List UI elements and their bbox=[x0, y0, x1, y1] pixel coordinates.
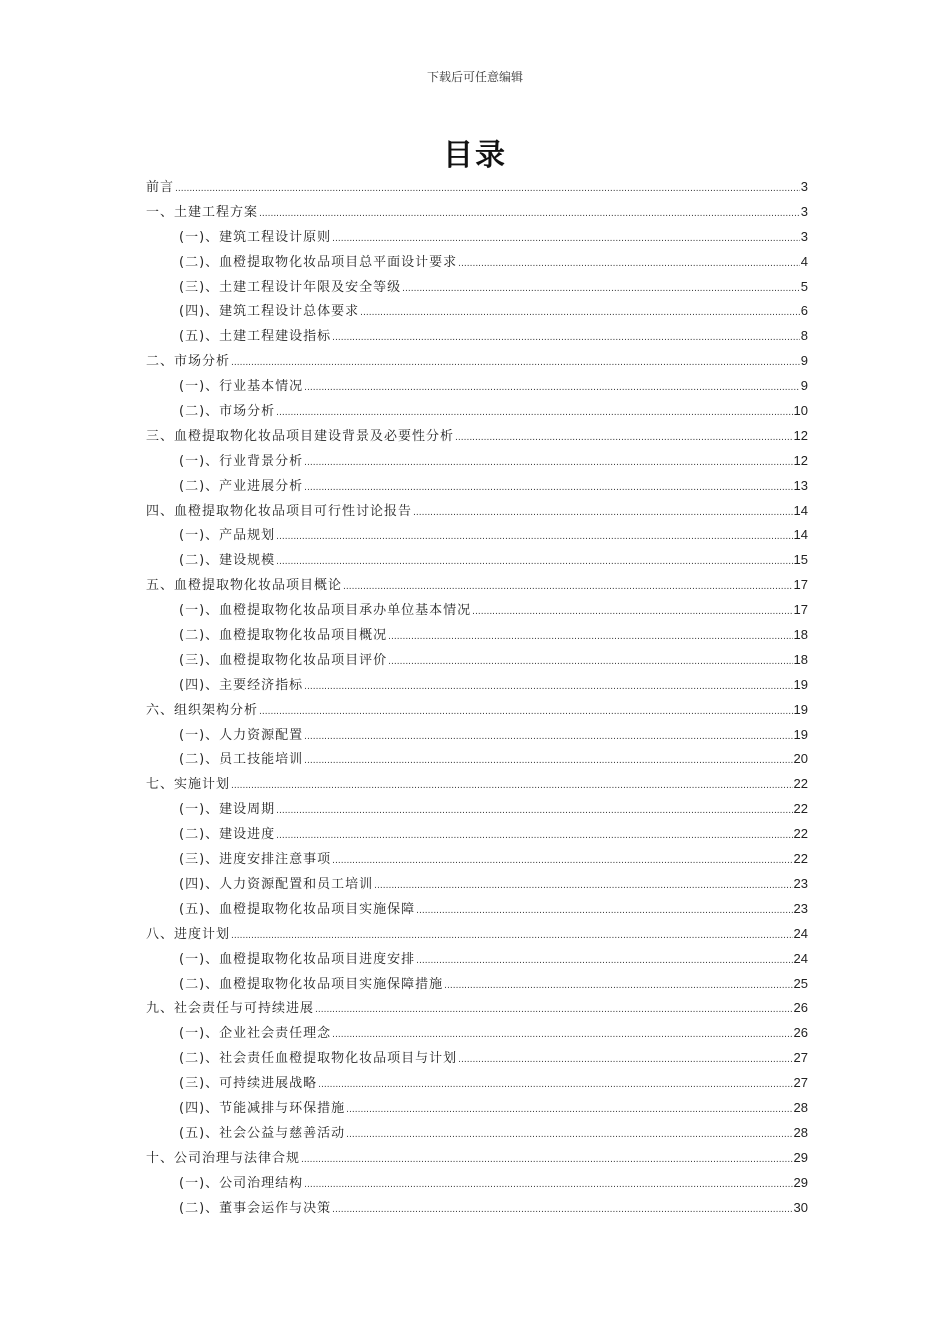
toc-entry[interactable] bbox=[146, 798, 808, 823]
page-title: 目录 bbox=[443, 138, 507, 173]
toc-entry-label: (四)、节能减排与环保措施 bbox=[179, 1100, 346, 1116]
toc-entry-label: (二)、建设规模 bbox=[179, 553, 276, 569]
toc-entry[interactable] bbox=[146, 400, 808, 425]
toc-dot-leader bbox=[332, 1030, 792, 1040]
toc-dot-leader bbox=[315, 1005, 793, 1015]
toc-entry-label: (二)、员工技能培训 bbox=[179, 752, 304, 768]
toc-entry[interactable] bbox=[146, 823, 808, 848]
toc-entry[interactable] bbox=[146, 276, 808, 301]
toc-entry-page: 24 bbox=[793, 950, 808, 966]
toc-entry-page: 22 bbox=[793, 776, 808, 792]
toc-entry-label: (五)、社会公益与慈善活动 bbox=[179, 1125, 346, 1141]
toc-entry[interactable] bbox=[146, 176, 808, 201]
toc-entry-page: 15 bbox=[793, 552, 808, 568]
toc-entry[interactable] bbox=[146, 1197, 808, 1222]
toc-entry-page: 22 bbox=[793, 801, 808, 817]
toc-entry-label: (一)、建设周期 bbox=[179, 802, 276, 818]
toc-dot-leader bbox=[343, 582, 793, 592]
toc-dot-leader bbox=[304, 732, 792, 742]
toc-entry-label: (三)、进度安排注意事项 bbox=[179, 852, 332, 868]
toc-entry-page: 8 bbox=[800, 328, 808, 344]
toc-entry-page: 28 bbox=[793, 1099, 808, 1115]
toc-entry-label: (一)、血橙提取物化妆品项目承办单位基本情况 bbox=[179, 603, 472, 619]
toc-dot-leader bbox=[276, 408, 792, 418]
toc-entry-label: 七、实施计划 bbox=[146, 777, 231, 793]
toc-entry[interactable] bbox=[146, 1147, 808, 1172]
toc-dot-leader bbox=[259, 707, 793, 717]
toc-entry-page: 29 bbox=[793, 1174, 808, 1190]
toc-entry-label: 前言 bbox=[146, 180, 175, 195]
toc-entry-page: 27 bbox=[793, 1050, 808, 1066]
toc-dot-leader bbox=[402, 284, 800, 294]
toc-entry-label: (一)、血橙提取物化妆品项目进度安排 bbox=[179, 951, 416, 967]
toc-entry[interactable] bbox=[146, 923, 808, 948]
toc-entry-page: 25 bbox=[793, 975, 808, 991]
toc-entry-label: (四)、建筑工程设计总体要求 bbox=[179, 304, 360, 320]
toc-entry-page: 23 bbox=[793, 900, 808, 916]
toc-dot-leader bbox=[346, 1105, 792, 1115]
toc-entry-page: 5 bbox=[800, 278, 808, 294]
toc-dot-leader bbox=[304, 1180, 792, 1190]
toc-entry[interactable] bbox=[146, 300, 808, 325]
toc-dot-leader bbox=[301, 1155, 793, 1165]
toc-entry[interactable] bbox=[146, 375, 808, 400]
toc-entry-page: 18 bbox=[793, 627, 808, 643]
toc-entry-page: 17 bbox=[793, 602, 808, 618]
toc-dot-leader bbox=[472, 607, 792, 617]
toc-dot-leader bbox=[332, 1205, 792, 1215]
toc-entry-page: 19 bbox=[793, 726, 808, 742]
toc-entry-page: 14 bbox=[793, 502, 808, 518]
toc-dot-leader bbox=[332, 234, 800, 244]
toc-entry[interactable] bbox=[146, 724, 808, 749]
toc-dot-leader bbox=[231, 931, 793, 941]
toc-entry-label: 二、市场分析 bbox=[146, 354, 231, 370]
toc-dot-leader bbox=[276, 532, 792, 542]
toc-dot-leader bbox=[259, 209, 800, 219]
toc-entry-page: 3 bbox=[800, 228, 808, 244]
toc-entry-label: 四、血橙提取物化妆品项目可行性讨论报告 bbox=[146, 503, 413, 519]
toc-entry-label: (二)、市场分析 bbox=[179, 404, 276, 420]
toc-entry-page: 12 bbox=[793, 452, 808, 468]
toc-entry-page: 24 bbox=[793, 925, 808, 941]
toc-entry-label: (三)、土建工程设计年限及安全等级 bbox=[179, 279, 402, 295]
toc-entry[interactable] bbox=[146, 475, 808, 500]
toc-entry-label: (二)、建设进度 bbox=[179, 827, 276, 843]
toc-dot-leader bbox=[458, 259, 800, 269]
toc-dot-leader bbox=[388, 632, 792, 642]
toc-entry[interactable] bbox=[146, 1047, 808, 1072]
toc-entry-label: 十、公司治理与法律合规 bbox=[146, 1150, 301, 1166]
toc-entry[interactable] bbox=[146, 450, 808, 475]
toc-entry[interactable] bbox=[146, 425, 808, 450]
toc-dot-leader bbox=[413, 508, 793, 518]
toc-entry[interactable] bbox=[146, 848, 808, 873]
toc-entry-label: (五)、土建工程建设指标 bbox=[179, 329, 332, 345]
toc-entry-label: (一)、建筑工程设计原则 bbox=[179, 229, 332, 245]
toc-entry-page: 9 bbox=[800, 378, 808, 394]
toc-entry-label: (二)、产业进展分析 bbox=[179, 478, 304, 494]
toc-entry-page: 18 bbox=[793, 651, 808, 667]
toc-entry[interactable] bbox=[146, 1072, 808, 1097]
toc-entry[interactable] bbox=[146, 226, 808, 251]
toc-entry-page: 26 bbox=[793, 1000, 808, 1016]
toc-entry[interactable] bbox=[146, 1172, 808, 1197]
toc-entry[interactable] bbox=[146, 574, 808, 599]
toc-entry-page: 4 bbox=[800, 253, 808, 269]
toc-entry[interactable] bbox=[146, 201, 808, 226]
toc-entry[interactable] bbox=[146, 699, 808, 724]
toc-entry[interactable] bbox=[146, 624, 808, 649]
toc-entry[interactable] bbox=[146, 973, 808, 998]
toc-entry-page: 3 bbox=[800, 203, 808, 219]
toc-dot-leader bbox=[304, 383, 800, 393]
toc-entry-label: 六、组织架构分析 bbox=[146, 702, 259, 718]
toc-entry-label: 九、社会责任与可持续进展 bbox=[146, 1001, 315, 1017]
toc-entry[interactable] bbox=[146, 325, 808, 350]
toc-entry-label: (二)、董事会运作与决策 bbox=[179, 1200, 332, 1216]
toc-dot-leader bbox=[304, 458, 792, 468]
toc-dot-leader bbox=[332, 333, 800, 343]
toc-entry[interactable] bbox=[146, 251, 808, 276]
toc-dot-leader bbox=[276, 831, 792, 841]
toc-entry-page: 26 bbox=[793, 1025, 808, 1041]
toc-entry-label: (二)、血橙提取物化妆品项目概况 bbox=[179, 628, 388, 644]
toc-entry[interactable] bbox=[146, 599, 808, 624]
toc-entry[interactable] bbox=[146, 649, 808, 674]
toc-entry-label: (一)、行业背景分析 bbox=[179, 453, 304, 469]
toc-entry[interactable] bbox=[146, 1022, 808, 1047]
toc-entry-page: 17 bbox=[793, 577, 808, 593]
toc-entry[interactable] bbox=[146, 1122, 808, 1147]
toc-dot-leader bbox=[416, 956, 792, 966]
toc-entry[interactable] bbox=[146, 997, 808, 1022]
toc-dot-leader bbox=[175, 184, 800, 194]
toc-entry-page: 19 bbox=[793, 701, 808, 717]
toc-entry-page: 29 bbox=[793, 1149, 808, 1165]
toc-entry-page: 20 bbox=[793, 751, 808, 767]
toc-entry-label: (一)、公司治理结构 bbox=[179, 1175, 304, 1191]
toc-dot-leader bbox=[458, 1055, 792, 1065]
table-of-contents bbox=[146, 176, 808, 1221]
toc-entry-page: 30 bbox=[793, 1199, 808, 1215]
toc-dot-leader bbox=[231, 358, 800, 368]
toc-entry[interactable] bbox=[146, 350, 808, 375]
toc-entry[interactable] bbox=[146, 873, 808, 898]
toc-dot-leader bbox=[374, 881, 792, 891]
toc-entry-page: 10 bbox=[793, 403, 808, 419]
toc-entry-label: (一)、产品规划 bbox=[179, 528, 276, 544]
toc-entry-label: 一、土建工程方案 bbox=[146, 204, 259, 220]
toc-entry[interactable] bbox=[146, 948, 808, 973]
toc-entry-label: (三)、可持续进展战略 bbox=[179, 1076, 318, 1092]
toc-dot-leader bbox=[444, 981, 792, 991]
toc-entry[interactable] bbox=[146, 773, 808, 798]
toc-dot-leader bbox=[455, 433, 793, 443]
toc-entry-page: 13 bbox=[793, 477, 808, 493]
toc-entry-page: 14 bbox=[793, 527, 808, 543]
toc-entry-page: 19 bbox=[793, 676, 808, 692]
toc-dot-leader bbox=[304, 483, 792, 493]
toc-entry-page: 3 bbox=[800, 179, 808, 194]
toc-dot-leader bbox=[276, 557, 792, 567]
toc-entry-page: 22 bbox=[793, 826, 808, 842]
toc-entry[interactable] bbox=[146, 1097, 808, 1122]
toc-entry-label: (五)、血橙提取物化妆品项目实施保障 bbox=[179, 901, 416, 917]
toc-entry-label: (一)、行业基本情况 bbox=[179, 379, 304, 395]
toc-entry-label: (二)、血橙提取物化妆品项目实施保障措施 bbox=[179, 976, 444, 992]
toc-entry-page: 12 bbox=[793, 427, 808, 443]
toc-entry-label: 五、血橙提取物化妆品项目概论 bbox=[146, 578, 343, 594]
toc-dot-leader bbox=[231, 781, 793, 791]
toc-dot-leader bbox=[276, 806, 792, 816]
toc-entry[interactable] bbox=[146, 549, 808, 574]
toc-dot-leader bbox=[304, 682, 792, 692]
toc-entry-label: (一)、人力资源配置 bbox=[179, 727, 304, 743]
toc-entry-page: 23 bbox=[793, 875, 808, 891]
toc-entry-page: 9 bbox=[800, 353, 808, 369]
toc-entry-page: 6 bbox=[800, 303, 808, 319]
toc-entry-label: (三)、血橙提取物化妆品项目评价 bbox=[179, 652, 388, 668]
toc-entry-page: 28 bbox=[793, 1124, 808, 1140]
toc-entry-label: (四)、主要经济指标 bbox=[179, 677, 304, 693]
toc-dot-leader bbox=[318, 1080, 792, 1090]
toc-dot-leader bbox=[332, 856, 792, 866]
toc-entry-label: (四)、人力资源配置和员工培训 bbox=[179, 876, 374, 892]
toc-dot-leader bbox=[360, 308, 800, 318]
page-header: 下载后可任意编辑 bbox=[426, 70, 523, 84]
toc-dot-leader bbox=[346, 1130, 792, 1140]
toc-dot-leader bbox=[388, 657, 792, 667]
toc-dot-leader bbox=[416, 906, 792, 916]
toc-entry-label: (二)、血橙提取物化妆品项目总平面设计要求 bbox=[179, 254, 458, 270]
toc-entry-label: (二)、社会责任血橙提取物化妆品项目与计划 bbox=[179, 1051, 458, 1067]
toc-entry[interactable] bbox=[146, 674, 808, 699]
toc-entry-label: 三、血橙提取物化妆品项目建设背景及必要性分析 bbox=[146, 428, 455, 444]
toc-entry-label: 八、进度计划 bbox=[146, 926, 231, 942]
toc-entry[interactable] bbox=[146, 524, 808, 549]
toc-entry[interactable] bbox=[146, 500, 808, 525]
toc-entry[interactable] bbox=[146, 898, 808, 923]
toc-dot-leader bbox=[304, 756, 792, 766]
toc-entry[interactable] bbox=[146, 748, 808, 773]
toc-entry-label: (一)、企业社会责任理念 bbox=[179, 1026, 332, 1042]
toc-entry-page: 22 bbox=[793, 851, 808, 867]
toc-entry-page: 27 bbox=[793, 1075, 808, 1091]
